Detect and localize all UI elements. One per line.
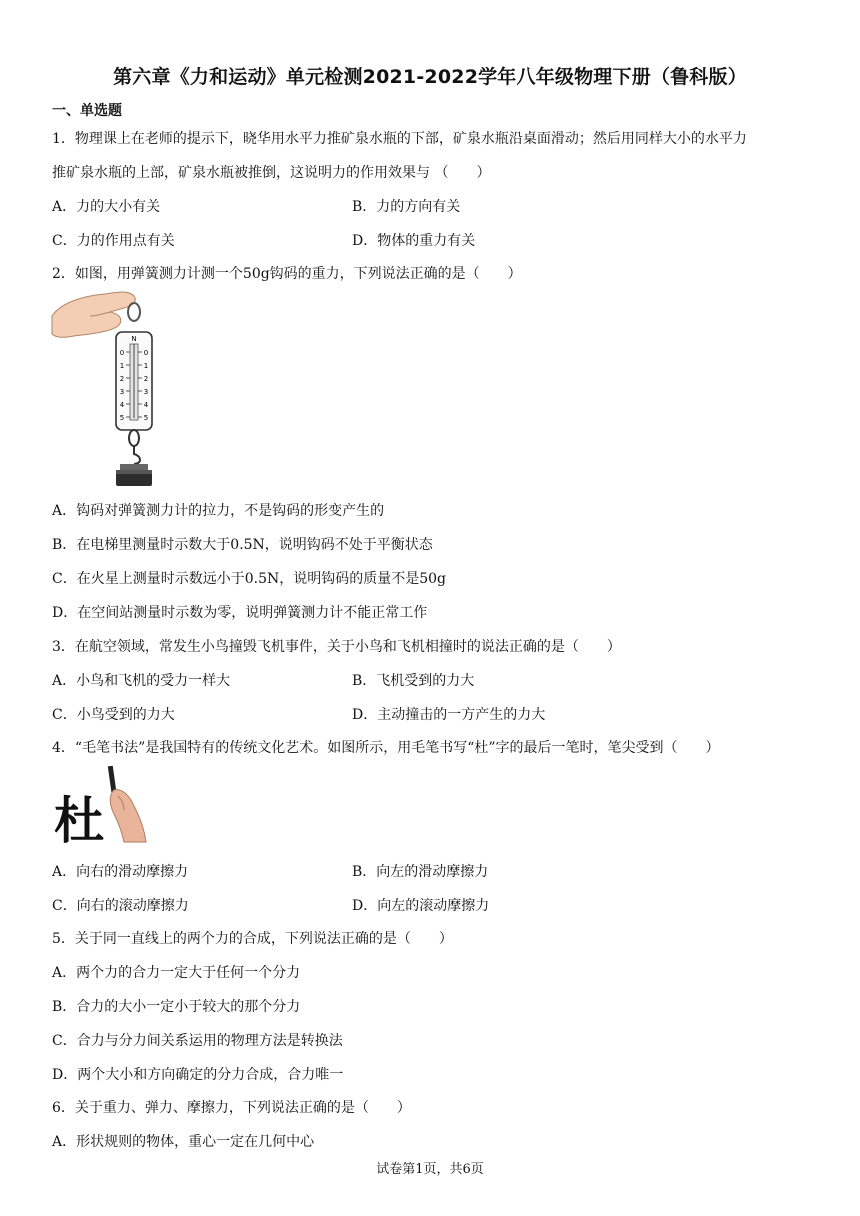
q3-option-d: D．主动撞击的一方产生的力大 — [352, 707, 546, 723]
q3-option-c: C．小鸟受到的力大 — [52, 707, 175, 723]
page-footer: 试卷第1页，共6页 — [376, 1162, 484, 1177]
q1-option-b: B．力的方向有关 — [352, 199, 461, 215]
q4-option-d: D．向左的滚动摩擦力 — [352, 898, 490, 914]
q5-option-a: A．两个力的合力一定大于任何一个分力 — [52, 965, 301, 981]
scale-unit-label: N — [131, 335, 137, 343]
q6-stem: 6．关于重力、弹力、摩擦力，下列说法正确的是（ ） — [52, 1100, 411, 1116]
q1-stem-line2: 推矿泉水瓶的上部，矿泉水瓶被推倒，这说明力的作用效果与 （ ） — [52, 165, 491, 181]
q3-stem: 3．在航空领域，常发生小鸟撞毁飞机事件，关于小鸟和飞机相撞时的说法正确的是（ ） — [52, 639, 621, 655]
brush-writing-illustration — [52, 762, 148, 848]
scale-tick-left: 5 — [119, 414, 125, 422]
page-title: 第六章《力和运动》单元检测2021-2022学年八年级物理下册（鲁科版） — [113, 66, 747, 88]
q1-option-c: C．力的作用点有关 — [52, 233, 175, 249]
q2-option-b: B．在电梯里测量时示数大于0.5N，说明钩码不处于平衡状态 — [52, 537, 433, 553]
q4-option-a: A．向右的滑动摩擦力 — [52, 864, 189, 880]
spring-scale-figure — [50, 286, 170, 490]
calligraphy-figure — [52, 762, 148, 848]
q5-stem: 5．关于同一直线上的两个力的合成，下列说法正确的是（ ） — [52, 931, 453, 947]
q6-option-a: A．形状规则的物体，重心一定在几何中心 — [52, 1134, 315, 1150]
scale-tick-left: 0 — [119, 349, 125, 357]
q4-option-c: C．向右的滚动摩擦力 — [52, 898, 189, 914]
q2-option-d: D．在空间站测量时示数为零，说明弹簧测力计不能正常工作 — [52, 605, 428, 621]
scale-tick-left: 2 — [119, 375, 125, 383]
q2-stem: 2．如图，用弹簧测力计测一个50g钩码的重力，下列说法正确的是（ ） — [52, 266, 522, 282]
q1-stem-line1: 1．物理课上在老师的提示下，晓华用水平力推矿泉水瓶的下部，矿泉水瓶沿桌面滑动；然后用同样大小的水平力 — [52, 131, 747, 147]
scale-tick-left: 1 — [119, 362, 125, 370]
scale-tick-right: 4 — [143, 401, 149, 409]
scale-tick-right: 3 — [143, 388, 149, 396]
q3-option-a: A．小鸟和飞机的受力一样大 — [52, 673, 231, 689]
scale-tick-right: 0 — [143, 349, 149, 357]
q2-option-c: C．在火星上测量时示数远小于0.5N，说明钩码的质量不是50g — [52, 571, 447, 587]
q1-option-d: D．物体的重力有关 — [352, 233, 476, 249]
q4-stem: 4．“毛笔书法”是我国特有的传统文化艺术。如图所示，用毛笔书写“杜”字的最后一笔时，笔尖受到（ ） — [52, 740, 720, 756]
q2-option-a: A．钩码对弹簧测力计的拉力，不是钩码的形变产生的 — [52, 503, 385, 519]
q5-option-c: C．合力与分力间关系运用的物理方法是转换法 — [52, 1033, 343, 1049]
scale-tick-left: 3 — [119, 388, 125, 396]
scale-tick-right: 1 — [143, 362, 149, 370]
q4-option-b: B．向左的滑动摩擦力 — [352, 864, 489, 880]
section-heading: 一、单选题 — [52, 103, 122, 119]
calligraphy-character: 杜 — [54, 791, 104, 848]
scale-tick-left: 4 — [119, 401, 125, 409]
q1-option-a: A．力的大小有关 — [52, 199, 161, 215]
scale-tick-right: 2 — [143, 375, 149, 383]
scale-tick-right: 5 — [143, 414, 149, 422]
q5-option-b: B．合力的大小一定小于较大的那个分力 — [52, 999, 301, 1015]
q5-option-d: D．两个大小和方向确定的分力合成，合力唯一 — [52, 1067, 344, 1083]
spring-scale-illustration — [50, 286, 170, 490]
q3-option-b: B．飞机受到的力大 — [352, 673, 475, 689]
